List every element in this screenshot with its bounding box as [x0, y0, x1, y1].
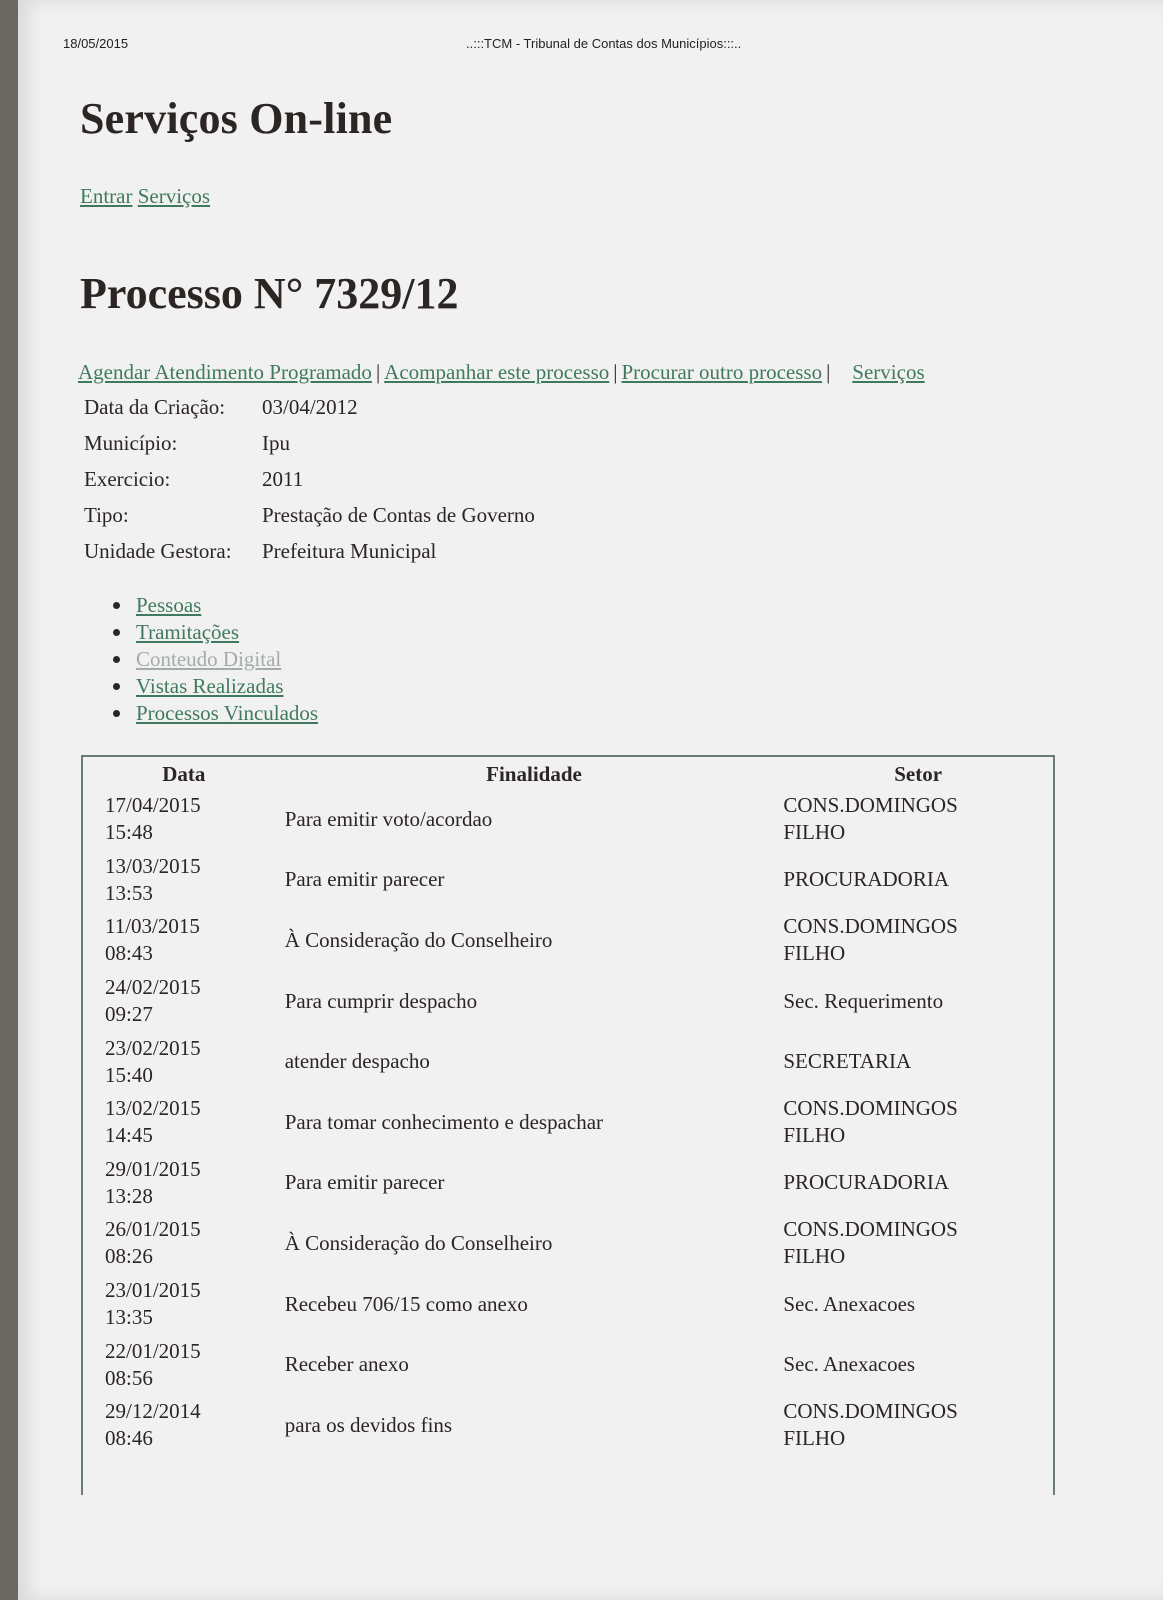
process-section-nav [113, 592, 318, 727]
servicos-action-link[interactable]: Serviços [852, 360, 925, 384]
table-row [83, 1092, 1053, 1153]
column-header-sector: Setor [894, 761, 943, 786]
cell-purpose: Para tomar conhecimento e despachar [284, 1109, 604, 1134]
column-header-purpose: Finalidade [486, 761, 582, 786]
process-details [84, 389, 535, 569]
cell-date: 13/02/2015 14:45 [105, 1096, 201, 1148]
tramitacoes-table-frame [81, 755, 1055, 1495]
servicos-link[interactable]: Serviços [137, 184, 211, 208]
detail-value: 03/04/2012 [262, 394, 358, 419]
cell-sector: Sec. Requerimento [783, 988, 944, 1013]
cell-date: 17/04/2015 15:48 [105, 793, 201, 845]
bullet-icon [113, 656, 120, 663]
cell-date: 13/03/2015 13:53 [105, 853, 201, 905]
cell-date: 29/12/2014 08:46 [105, 1399, 201, 1451]
table-header-row [83, 759, 1053, 789]
table-row [83, 1274, 1053, 1335]
cell-sector: PROCURADORIA [783, 1170, 950, 1195]
nav-link-tramitacoes[interactable]: Tramitações [136, 620, 240, 644]
detail-row-type [84, 497, 535, 533]
nav-item-processos-vinculados [113, 700, 318, 727]
cell-sector: CONS.DOMINGOS FILHO [783, 793, 958, 845]
bullet-icon [113, 683, 120, 690]
cell-purpose: Para emitir voto/acordao [284, 806, 493, 831]
detail-label: Exercicio: [84, 466, 171, 491]
cell-sector: CONS.DOMINGOS FILHO [783, 914, 958, 966]
cell-purpose: atender despacho [284, 1049, 430, 1074]
cell-date: 24/02/2015 09:27 [105, 975, 201, 1027]
cell-date: 29/01/2015 13:28 [105, 1156, 201, 1208]
table-row [83, 1395, 1053, 1456]
detail-row-municipality [84, 425, 535, 461]
detail-value: Prestação de Contas de Governo [262, 502, 535, 527]
nav-link-vistas-realizadas[interactable]: Vistas Realizadas [136, 674, 284, 698]
detail-label: Data da Criação: [84, 394, 226, 419]
acompanhar-processo-link[interactable]: Acompanhar este processo [384, 360, 610, 384]
cell-purpose: Recebeu 706/15 como anexo [284, 1291, 528, 1316]
table-row [83, 910, 1053, 971]
entrar-link[interactable]: Entrar [80, 184, 133, 208]
nav-link-pessoas[interactable]: Pessoas [136, 593, 202, 617]
cell-date: 23/01/2015 13:35 [105, 1278, 201, 1330]
detail-value: Prefeitura Municipal [262, 538, 437, 563]
table-row [83, 850, 1053, 911]
detail-value: Ipu [262, 430, 290, 455]
cell-sector: CONS.DOMINGOS FILHO [783, 1217, 958, 1269]
cell-sector: SECRETARIA [783, 1049, 912, 1074]
detail-row-management-unit [84, 533, 535, 569]
detail-value: 2011 [262, 466, 304, 491]
nav-link-conteudo-digital[interactable]: Conteudo Digital [136, 647, 282, 671]
cell-purpose: Para emitir parecer [284, 867, 445, 892]
cell-purpose: Para cumprir despacho [284, 988, 478, 1013]
separator: | [375, 360, 381, 384]
detail-row-creation-date [84, 389, 535, 425]
cell-date: 23/02/2015 15:40 [105, 1035, 201, 1087]
cell-sector: CONS.DOMINGOS FILHO [783, 1399, 958, 1451]
table-row [83, 789, 1053, 850]
procurar-processo-link[interactable]: Procurar outro processo [621, 360, 823, 384]
column-header-date: Data [162, 761, 206, 786]
cell-purpose: À Consideração do Conselheiro [284, 927, 553, 952]
bullet-icon [113, 710, 120, 717]
table-row [83, 1334, 1053, 1395]
nav-item-pessoas [113, 592, 318, 619]
nav-item-conteudo-digital [113, 646, 318, 673]
table-row [83, 1213, 1053, 1274]
detail-label: Tipo: [84, 502, 129, 527]
print-date: 18/05/2015 [63, 36, 129, 51]
cell-sector: Sec. Anexacoes [783, 1352, 916, 1377]
cell-purpose: Receber anexo [284, 1352, 409, 1377]
bullet-icon [113, 629, 120, 636]
table-row [83, 1153, 1053, 1214]
process-action-bar [78, 360, 925, 385]
cell-purpose: À Consideração do Conselheiro [284, 1230, 553, 1255]
cell-date: 26/01/2015 08:26 [105, 1217, 201, 1269]
tramitacoes-table [83, 759, 1053, 1456]
table-row [83, 1031, 1053, 1092]
cell-date: 22/01/2015 08:56 [105, 1338, 201, 1390]
nav-item-tramitacoes [113, 619, 318, 646]
print-page-title: ..:::TCM - Tribunal de Contas dos Municípios:::.. [466, 36, 742, 51]
table-row [83, 971, 1053, 1032]
detail-label: Unidade Gestora: [84, 538, 232, 563]
cell-sector: Sec. Anexacoes [783, 1291, 916, 1316]
site-title: Serviços On-line [80, 94, 393, 143]
printed-page [18, 0, 1163, 1600]
detail-label: Município: [84, 430, 178, 455]
cell-date: 11/03/2015 08:43 [105, 914, 200, 966]
separator: | [826, 360, 831, 384]
cell-sector: PROCURADORIA [783, 867, 950, 892]
process-title: Processo N° 7329/12 [80, 269, 459, 318]
cell-purpose: Para emitir parecer [284, 1170, 445, 1195]
agendar-atendimento-link[interactable]: Agendar Atendimento Programado [78, 360, 372, 384]
nav-item-vistas-realizadas [113, 673, 318, 700]
cell-sector: CONS.DOMINGOS FILHO [783, 1096, 958, 1148]
cell-purpose: para os devidos fins [284, 1412, 453, 1437]
login-links [80, 184, 210, 209]
bullet-icon [113, 602, 120, 609]
detail-row-exercise [84, 461, 535, 497]
separator: | [613, 360, 618, 384]
nav-link-processos-vinculados[interactable]: Processos Vinculados [136, 701, 319, 725]
